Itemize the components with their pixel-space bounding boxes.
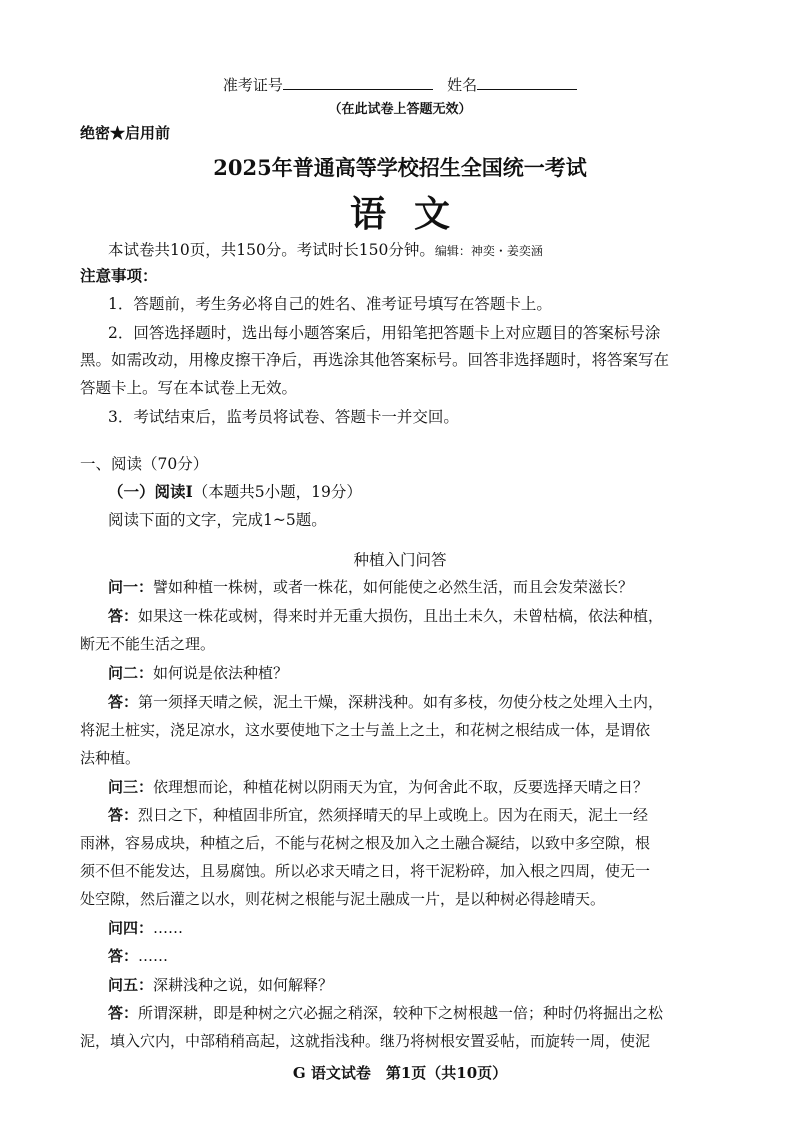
answer-5-label: 答：: [108, 1004, 139, 1022]
question-3-text: 依理想而论，种植花树以阴雨天为宜，为何舍此不取，反要选择天晴之日？: [153, 778, 649, 796]
editor-credit: 编辑：神奕・姜奕涵: [434, 244, 543, 258]
answer-1-label: 答：: [108, 607, 139, 625]
question-1: [108, 574, 633, 602]
notice-item-2-line-2: 黑。如需改动，用橡皮擦干净后，再选涂其他答案标号。回答非选择题时，将答案写在: [80, 351, 670, 369]
answer-5-text: 所谓深耕，即是种树之穴必掘之稍深，较种下之树根越一倍；种时仍将掘出之松: [138, 1004, 664, 1022]
answer-1-line-1: [108, 603, 663, 631]
question-2-label: 问二：: [108, 664, 154, 682]
answer-2-text: 第一须择天晴之候，泥土干燥，深耕浅种。如有多枝，勿使分枝之处埋入土内，: [138, 693, 664, 711]
answer-1-text: 如果这一株花或树，得来时并无重大损伤，且出土未久，未曾枯槁，依法种植，: [138, 607, 664, 625]
page-footer: G 语文试卷 第1页（共10页）: [292, 1064, 508, 1082]
answer-3-line-2: 雨淋，容易成块，种植之后，不能与花树之根及加入之土融合凝结，以致中多空隙，根: [80, 834, 651, 852]
exam-summary: [108, 236, 543, 265]
answer-5-line-2: 泥，填入穴内，中部稍稍高起，这就指浅种。继乃将树根安置妥帖，而旋转一周，使泥: [80, 1032, 651, 1050]
question-4-label: 问四：: [108, 919, 154, 937]
sub-section-detail: （本题共5小题，19分）: [192, 483, 362, 501]
answer-5-line-1: [108, 1000, 663, 1028]
question-4-text: ……: [153, 919, 184, 937]
answer-4-label: 答：: [108, 947, 139, 965]
answer-3-line-3: 须不但不能发达，且易腐蚀。所以必求天晴之日，将干泥粉碎，加入根之四周，使无一: [80, 862, 651, 880]
question-1-text: 譬如种植一株树，或者一株花，如何能使之必然生活，而且会发荣滋长？: [153, 578, 634, 596]
sub-section-heading: [108, 478, 362, 506]
question-3-label: 问三：: [108, 778, 154, 796]
answer-1-line-2: 断无不能生活之理。: [80, 635, 216, 653]
sub-section-title: （一）阅读Ⅰ: [108, 482, 193, 501]
answer-3-text: 烈日之下，种植固非所宜，然须择晴天的早上或晚上。因为在雨天，泥土一经: [138, 806, 649, 824]
answer-3-label: 答：: [108, 806, 139, 824]
answer-2-label: 答：: [108, 693, 139, 711]
answer-2-line-1: [108, 689, 663, 717]
article-title: 种植入门问答: [353, 551, 447, 569]
admission-number-blank: [283, 75, 433, 90]
notice-heading: 注意事项：: [80, 266, 158, 285]
answer-2-line-2: 将泥土桩实，浇足凉水，这水要使地下之士与盖上之土，和花树之根结成一体，是谓依: [80, 721, 651, 739]
question-2-text: 如何说是依法种植？: [153, 664, 289, 682]
question-5-text: 深耕浅种之说，如何解释？: [153, 976, 334, 994]
admission-number-label: 准考证号: [222, 76, 283, 94]
answer-2-line-3: 法种植。: [80, 749, 141, 767]
summary-text: 本试卷共10页，共150分。考试时长150分钟。: [108, 241, 435, 259]
question-1-label: 问一：: [108, 578, 154, 596]
answer-3-line-1: [108, 802, 648, 830]
notice-item-3: 3．考试结束后，监考员将试卷、答题卡一并交回。: [108, 408, 459, 426]
invalid-note: （在此试卷上答题无效）: [328, 102, 472, 117]
secret-mark: 绝密★启用前: [80, 124, 171, 142]
answer-4-text: ……: [138, 947, 169, 965]
notice-item-2-line-1: 2．回答选择题时，选出每小题答案后，用铅笔把答题卡上对应题目的答案标号涂: [108, 324, 661, 342]
answer-4: [108, 943, 168, 971]
notice-item-1: 1．答题前，考生务必将自己的姓名、准考证号填写在答题卡上。: [108, 295, 552, 313]
answer-3-line-4: 处空隙，然后灌之以水，则花树之根能与泥土融成一片，是以种树必得趁晴天。: [80, 890, 606, 908]
name-label: 姓名: [447, 76, 478, 94]
question-2: [108, 660, 288, 688]
question-5-label: 问五：: [108, 976, 154, 994]
question-3: [108, 774, 648, 802]
name-blank: [477, 75, 577, 90]
subject-title: 语文: [349, 193, 478, 235]
section-heading: 一、阅读（70分）: [80, 455, 209, 473]
exam-title: 2025年普通高等学校招生全国统一考试: [213, 155, 587, 180]
question-5: [108, 972, 333, 1000]
notice-item-2-line-3: 答题卡上。写在本试卷上无效。: [80, 379, 298, 397]
reading-instruction: 阅读下面的文字，完成1~5题。: [108, 511, 327, 529]
question-4: [108, 915, 183, 943]
candidate-info-line: [0, 74, 800, 95]
